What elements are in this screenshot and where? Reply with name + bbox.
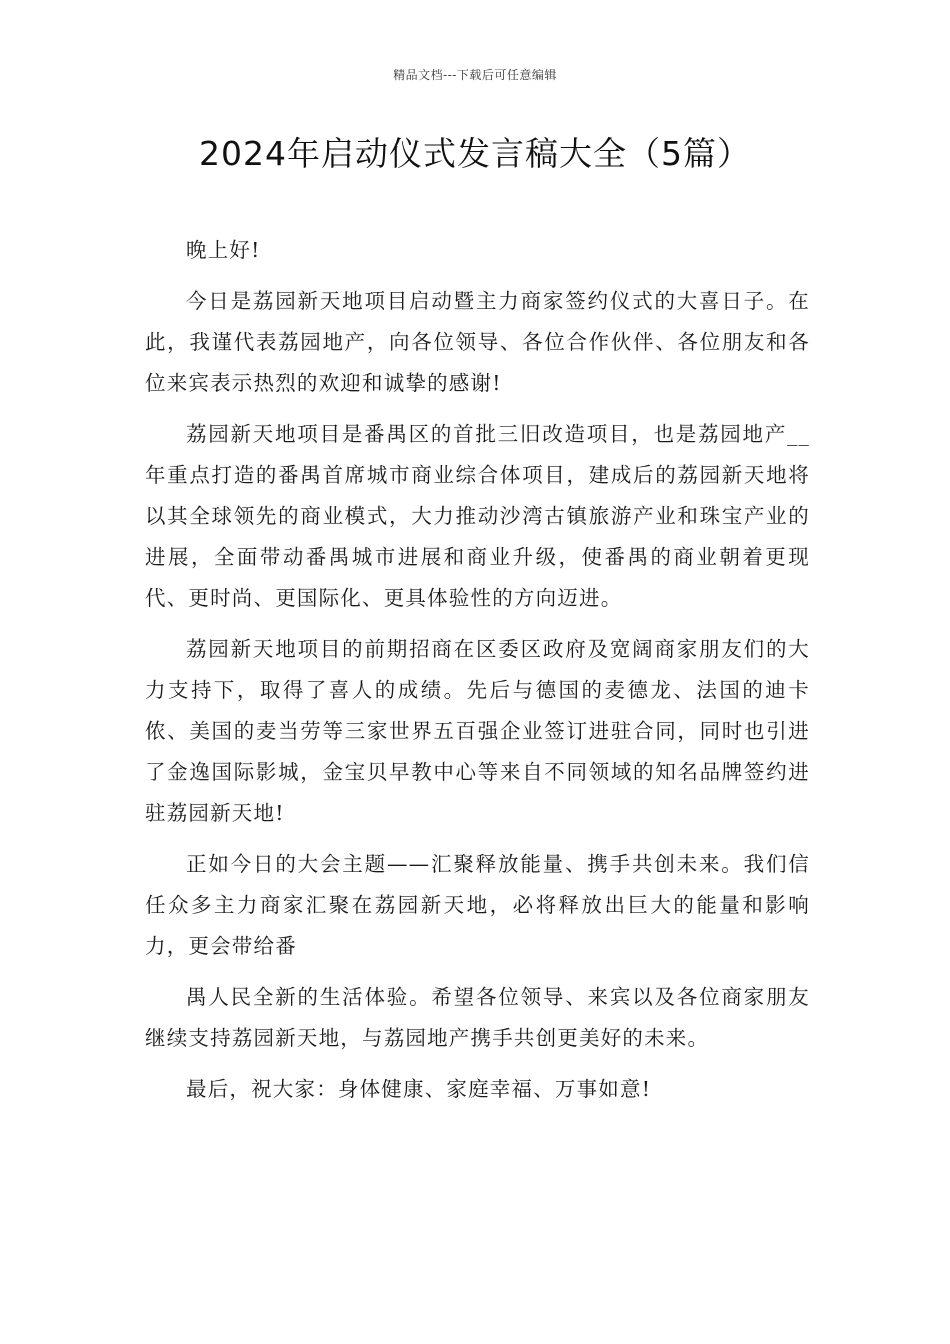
paragraph: 荔园新天地项目是番禺区的首批三旧改造项目，也是荔园地产__年重点打造的番禺首席城市商业综合体项目，建成后的荔园新天地将以其全球领先的商业模式，大力推动沙湾古镇旅游产业和珠宝产业的进展，全面带动番禺城市进展和商业升级，使番禺的商业朝着更现代、更时尚、更国际化、更具体验性的方向迈进。 [145, 422, 810, 610]
paragraph: 正如今日的大会主题——汇聚释放能量、携手共创未来。我们信任众多主力商家汇聚在荔园新天地，必将释放出巨大的能量和影响力，更会带给番 [145, 852, 810, 958]
paragraph: 荔园新天地项目的前期招商在区委区政府及宽阔商家朋友们的大力支持下，取得了喜人的成绩。先后与德国的麦德龙、法国的迪卡侬、美国的麦当劳等三家世界五百强企业签订进驻合同，同时也引进了金逸国际影城，金宝贝早教中心等来自不同领域的知名品牌签约进驻荔园新天地! [145, 637, 810, 825]
header-note: 精品文档---下载后可任意编辑 [393, 68, 557, 82]
paragraph-closing: 最后，祝大家：身体健康、家庭幸福、万事如意! [186, 1077, 652, 1101]
document-body [145, 230, 810, 1120]
paragraph-greeting: 晚上好! [186, 238, 261, 262]
paragraph: 禺人民全新的生活体验。希望各位领导、来宾以及各位商家朋友继续支持荔园新天地，与荔园地产携手共创更美好的未来。 [145, 985, 810, 1050]
paragraph: 今日是荔园新天地项目启动暨主力商家签约仪式的大喜日子。在此，我谨代表荔园地产，向各位领导、各位合作伙伴、各位朋友和各位来宾表示热烈的欢迎和诚挚的感谢! [145, 289, 810, 395]
document-title: 2024年启动仪式发言稿大全（5篇） [199, 134, 751, 173]
